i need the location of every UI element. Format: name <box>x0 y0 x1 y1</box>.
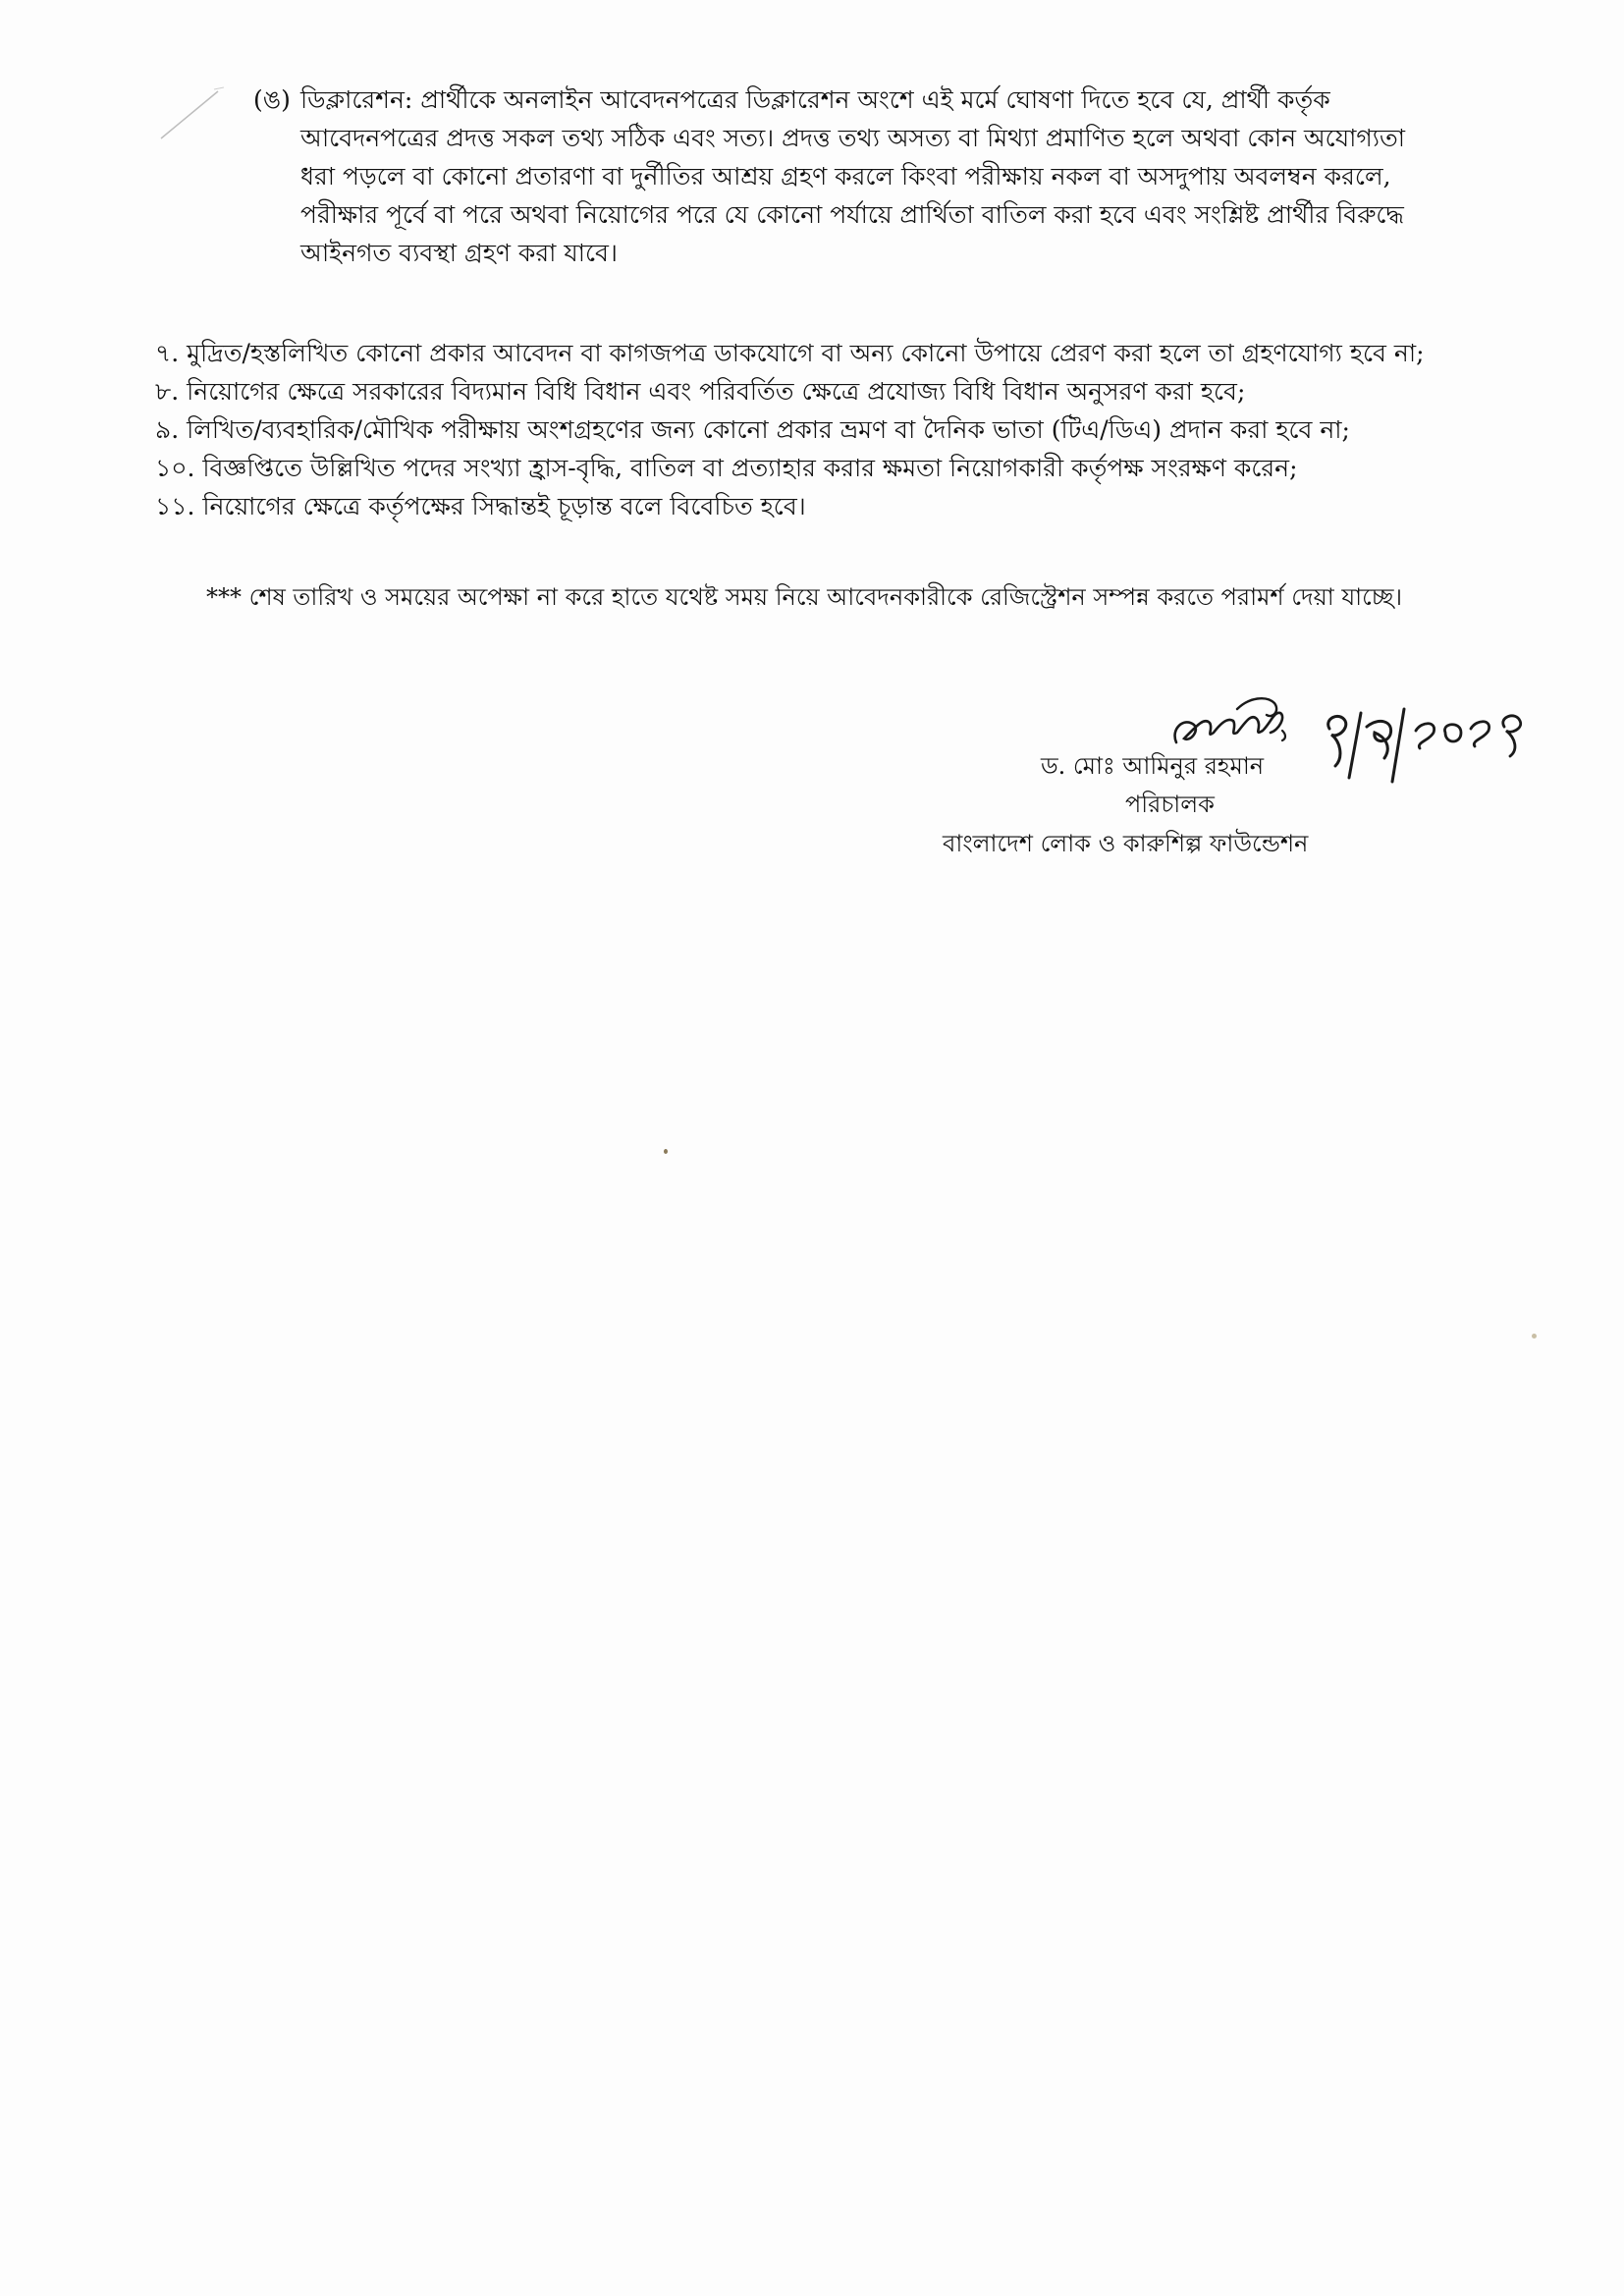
list-item: ১০. বিজ্ঞপ্তিতে উল্লিখিত পদের সংখ্যা হ্রাস-বৃদ্ধি, বাতিল বা প্রত্যাহার করার ক্ষমতা নিয়োগকারী কর্তৃপক্ষ সংরক্ষণ করেন; <box>155 454 1298 482</box>
declaration-number: (ঙ) <box>253 85 291 114</box>
list-item: ১১. নিয়োগের ক্ষেত্রে কর্তৃপক্ষের সিদ্ধান্তই চূড়ান্ত বলে বিবেচিত হবে। <box>155 492 806 520</box>
advisory-note: *** শেষ তারিখ ও সময়ের অপেক্ষা না করে হাতে যথেষ্ট সময় নিয়ে আবেদনকারীকে রেজিস্ট্রেশন সম্পন্ন করতে পরামর্শ দেয়া যাচ্ছে। <box>206 583 1403 611</box>
declaration-text <box>300 81 1530 272</box>
numbered-conditions-list <box>155 334 1540 525</box>
list-item: ৯. লিখিত/ব্যবহারিক/মৌখিক পরীক্ষায় অংশগ্রহণের জন্য কোনো প্রকার ভ্রমণ বা দৈনিক ভাতা (টিএ/ডিএ) প্রদান করা হবে না; <box>155 415 1350 444</box>
declaration-line: ধরা পড়লে বা কোনো প্রতারণা বা দুর্নীতির আশ্রয় গ্রহণ করলে কিংবা পরীক্ষায় নকল বা অসদুপায় অবলম্বন করলে, <box>300 162 1391 191</box>
declaration-line: পরীক্ষার পূর্বে বা পরে অথবা নিয়োগের পরে যে কোনো পর্যায়ে প্রার্থিতা বাতিল করা হবে এবং সংশ্লিষ্ট প্রার্থীর বিরুদ্ধে <box>300 200 1404 229</box>
handwritten-signature <box>943 687 1551 805</box>
declaration-line: আবেদনপত্রের প্রদত্ত সকল তথ্য সঠিক এবং সত্য। প্রদত্ত তথ্য অসত্য বা মিথ্যা প্রমাণিত হলে অথবা কোন অযোগ্যতা <box>300 124 1406 152</box>
signatory-name: ড. মোঃ আমিনুর রহমান <box>1041 752 1265 780</box>
signatory-organization: বাংলাদেশ লোক ও কারুশিল্প ফাউন্ডেশন <box>943 830 1309 857</box>
signature-block <box>943 687 1551 874</box>
declaration-line: আইনগত ব্যবস্থা গ্রহণ করা যাবে। <box>300 239 618 267</box>
list-item: ৮. নিয়োগের ক্ষেত্রে সরকারের বিদ্যমান বিধি বিধান এবং পরিবর্তিত ক্ষেত্রে প্রযোজ্য বিধি বিধান অনুসরণ করা হবে; <box>155 377 1246 406</box>
declaration-line: ডিক্লারেশন: প্রার্থীকে অনলাইন আবেদনপত্রের ডিক্লারেশন অংশে এই মর্মে ঘোষণা দিতে হবে যে, প্রার্থী কর্তৃক <box>300 85 1330 114</box>
scan-speck <box>1532 1334 1537 1339</box>
corner-scan-mark <box>157 83 226 142</box>
list-item: ৭. মুদ্রিত/হস্তলিখিত কোনো প্রকার আবেদন বা কাগজপত্র ডাকযোগে বা অন্য কোনো উপায়ে প্রেরণ করা হলে তা গ্রহণযোগ্য হবে না; <box>155 339 1425 367</box>
signatory-title: পরিচালক <box>1125 791 1215 818</box>
scan-speck <box>664 1149 668 1154</box>
declaration-clause <box>253 81 1530 272</box>
